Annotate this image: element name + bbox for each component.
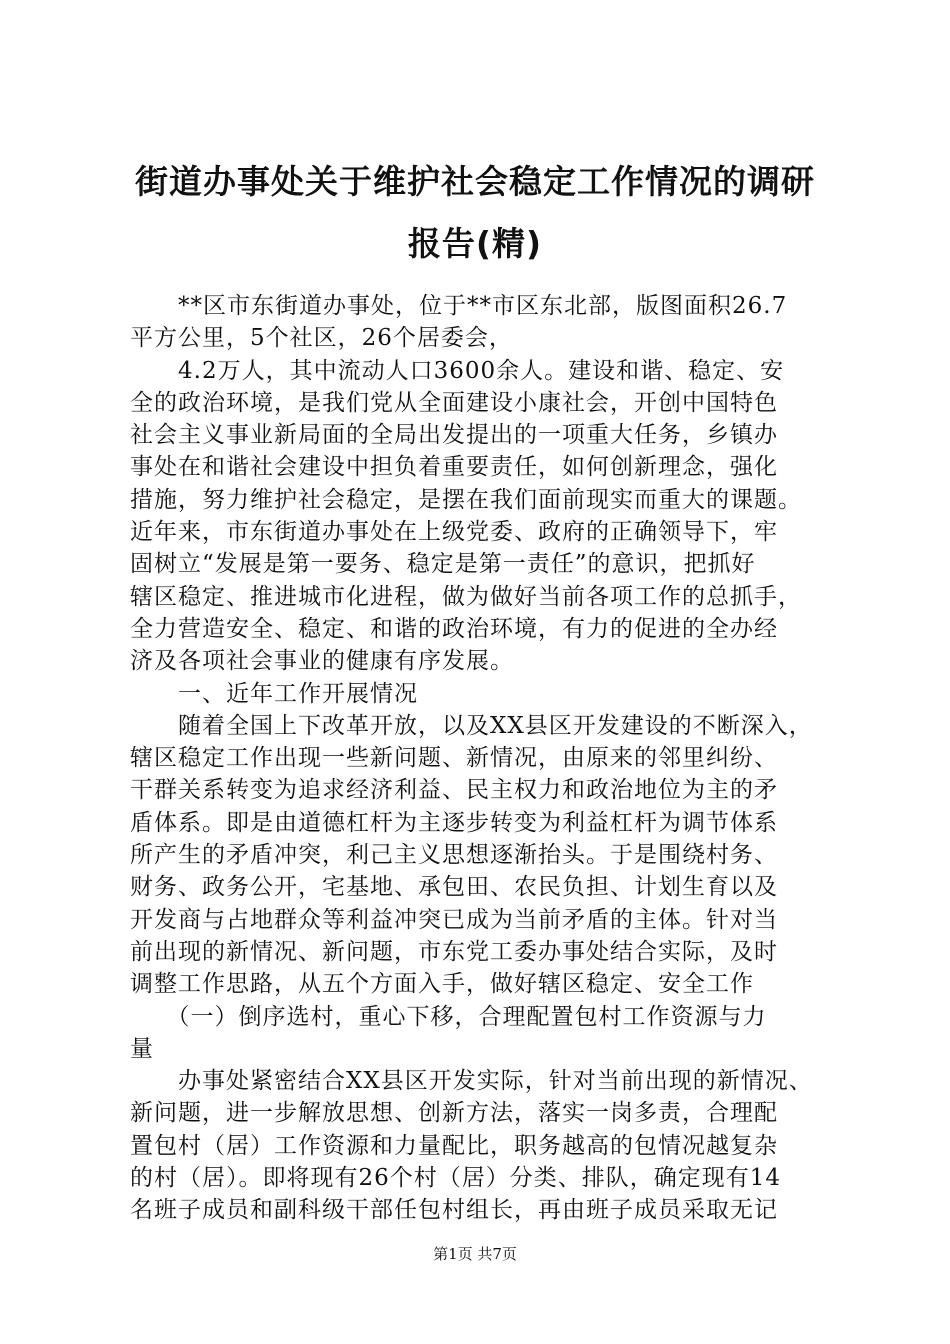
body-line: 平方公里，5个社区，26个居委会， (130, 325, 513, 352)
body-line: 固树立“发展是第一要务、稳定是第一责任”的意识，把抓好 (130, 551, 756, 578)
body-line: 近年来，市东街道办事处在上级党委、政府的正确领导下，牢 (130, 519, 778, 546)
body-line: 4.2万人，其中流动人口3600余人。建设和谐、稳定、安 (130, 357, 785, 384)
page-footer: 第1页 共7页 (433, 1245, 517, 1263)
body-line: 置包村（居）工作资源和力量配比，职务越高的包情况越复杂 (130, 1132, 778, 1159)
body-line: 名班子成员和副科级干部任包村组长，再由班子成员采取无记 (130, 1197, 778, 1224)
document-body (130, 290, 830, 1227)
body-line: 盾体系。即是由道德杠杆为主逐步转变为利益杠杆为调节体系 (130, 809, 778, 836)
body-line: 干群关系转变为追求经济利益、民主权力和政治地位为主的矛 (130, 777, 778, 804)
body-line: 辖区稳定、推进城市化进程，做为做好当前各项工作的总抓手， (130, 583, 802, 610)
body-line: 的村（居）。即将现有26个村（居）分类、排队，确定现有14 (130, 1165, 782, 1192)
body-line: 调整工作思路，从五个方面入手，做好辖区稳定、安全工作 (130, 971, 754, 998)
document-title-line-2: 报告(精) (407, 224, 543, 263)
body-line: 一、近年工作开展情况 (130, 680, 418, 707)
body-line: 全的政治环境，是我们党从全面建设小康社会，开创中国特色 (130, 389, 778, 416)
body-line: 辖区稳定工作出现一些新问题、新情况，由原来的邻里纠纷、 (130, 745, 778, 772)
body-line: 新问题，进一步解放思想、创新方法，落实一岗多责，合理配 (130, 1100, 778, 1127)
body-line: 随着全国上下改革开放，以及XX县区开发建设的不断深入， (130, 712, 813, 739)
body-line: 全力营造安全、稳定、和谐的政治环境，有力的促进的全办经 (130, 615, 778, 642)
document-title-line-1: 街道办事处关于维护社会稳定工作情况的调研 (135, 162, 815, 201)
body-line: 前出现的新情况、新问题，市东党工委办事处结合实际，及时 (130, 938, 778, 965)
body-line: 事处在和谐社会建设中担负着重要责任，如何创新理念，强化 (130, 454, 778, 481)
body-line: **区市东街道办事处，位于**市区东北部，版图面积26.7 (130, 293, 788, 319)
body-line: 济及各项社会事业的健康有序发展。 (130, 648, 514, 675)
body-line: 办事处紧密结合XX县区开发实际，针对当前出现的新情况、 (130, 1068, 813, 1095)
body-line: 措施，努力维护社会稳定，是摆在我们面前现实而重大的课题。 (130, 486, 802, 513)
body-line: 财务、政务公开，宅基地、承包田、农民负担、计划生育以及 (130, 874, 778, 901)
body-line: （一）倒序选村，重心下移，合理配置包村工作资源与力 (130, 1003, 767, 1030)
body-line: 量 (130, 1035, 154, 1062)
body-line: 开发商与占地群众等利益冲突已成为当前矛盾的主体。针对当 (130, 906, 778, 933)
body-line: 社会主义事业新局面的全局出发提出的一项重大任务，乡镇办 (130, 422, 778, 449)
body-line: 所产生的矛盾冲突，利己主义思想逐渐抬头。于是围绕村务、 (130, 842, 778, 869)
